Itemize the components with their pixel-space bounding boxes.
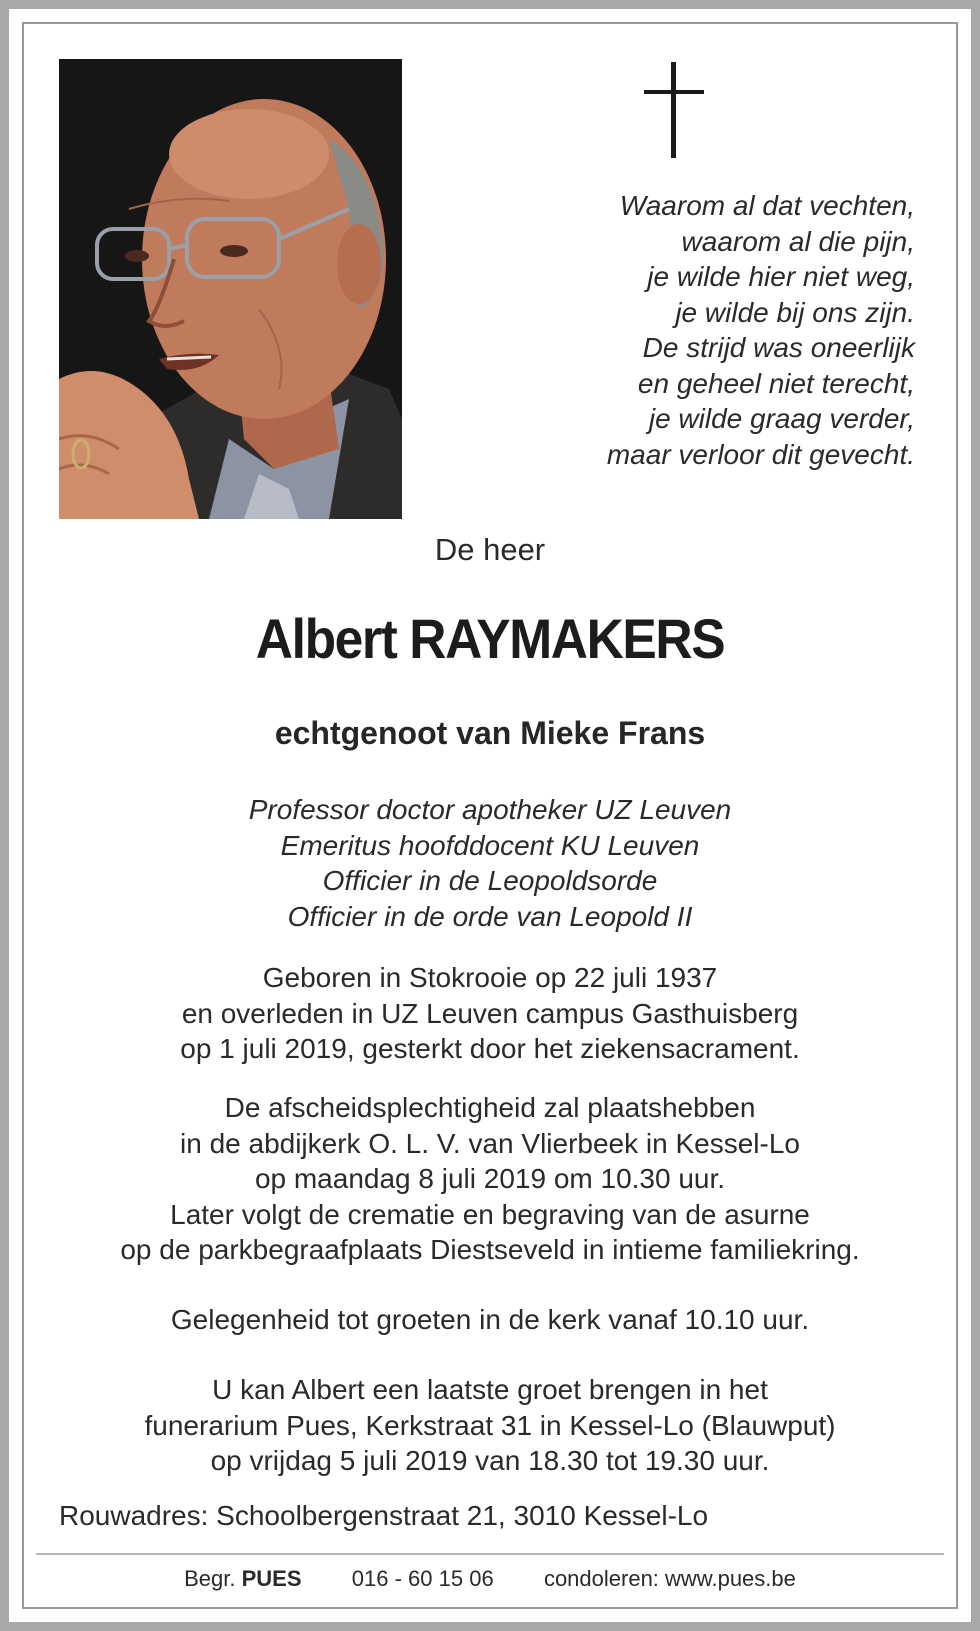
title-line: Officier in de Leopoldsorde [322,865,658,896]
visitation-line: funerarium Pues, Kerkstraat 31 in Kessel-Lo (Blauwput) [144,1409,836,1441]
poem-line: Waarom al dat vechten, [619,190,915,221]
condolence-link[interactable]: condoleren: www.pues.be [543,1566,796,1591]
visitation-info [40,1372,940,1479]
birth-death-line: Geboren in Stokrooie op 22 juli 1937 [262,962,718,993]
birth-death-info [40,960,940,1067]
title-line: Emeritus hoofddocent KU Leuven [280,829,700,861]
ceremony-info [40,1090,940,1268]
visitation-line: U kan Albert een laatste groet brengen in het [212,1374,768,1405]
visitation-line: op vrijdag 5 juli 2019 van 18.30 tot 19.30 uur. [210,1445,770,1476]
poem-line: je wilde graag verder, [648,403,915,434]
cross-icon [644,62,704,158]
deceased-name: Albert RAYMAKERS [255,607,725,670]
funeral-home-name: PUES [241,1566,302,1591]
birth-death-line: en overleden in UZ Leuven campus Gasthuisberg [181,997,799,1029]
begr-label: Begr. [184,1566,236,1591]
poem-line: je wilde bij ons zijn. [675,296,915,328]
honorary-titles [40,792,940,934]
poem [470,188,915,472]
footer-divider [36,1553,944,1555]
ceremony-line: op de parkbegraafplaats Diestseveld in intieme familiekring. [120,1234,860,1265]
ceremony-line: De afscheidsplechtigheid zal plaatshebben [224,1092,756,1123]
greeting-info: Gelegenheid tot groeten in de kerk vanaf 10.10 uur. [170,1304,810,1335]
birth-death-line: op 1 juli 2019, gesterkt door het ziekensacrament. [180,1033,800,1064]
phone-number: 016 - 60 15 06 [351,1566,494,1591]
poem-line: De strijd was oneerlijk [642,332,915,363]
poem-line: maar verloor dit gevecht. [606,438,915,470]
title-line: Professor doctor apotheker UZ Leuven [248,794,732,825]
ceremony-line: in de abdijkerk O. L. V. van Vlierbeek in Kessel-Lo [180,1127,800,1159]
ceremony-line: Later volgt de crematie en begraving van de asurne [170,1198,810,1230]
footer [36,1566,944,1592]
poem-line: en geheel niet terecht, [637,367,915,399]
mourning-address: Rouwadres: Schoolbergenstraat 21, 3010 Kessel-Lo [59,1500,709,1531]
poem-line: waarom al die pijn, [681,225,915,257]
salutation: De heer [434,532,546,567]
spouse-line: echtgenoot van Mieke Frans [274,715,706,751]
poem-line: je wilde hier niet weg, [647,261,915,292]
ceremony-line: op maandag 8 juli 2019 om 10.30 uur. [254,1163,726,1194]
title-line: Officier in de orde van Leopold II [287,900,693,932]
portrait-photo [59,59,402,519]
